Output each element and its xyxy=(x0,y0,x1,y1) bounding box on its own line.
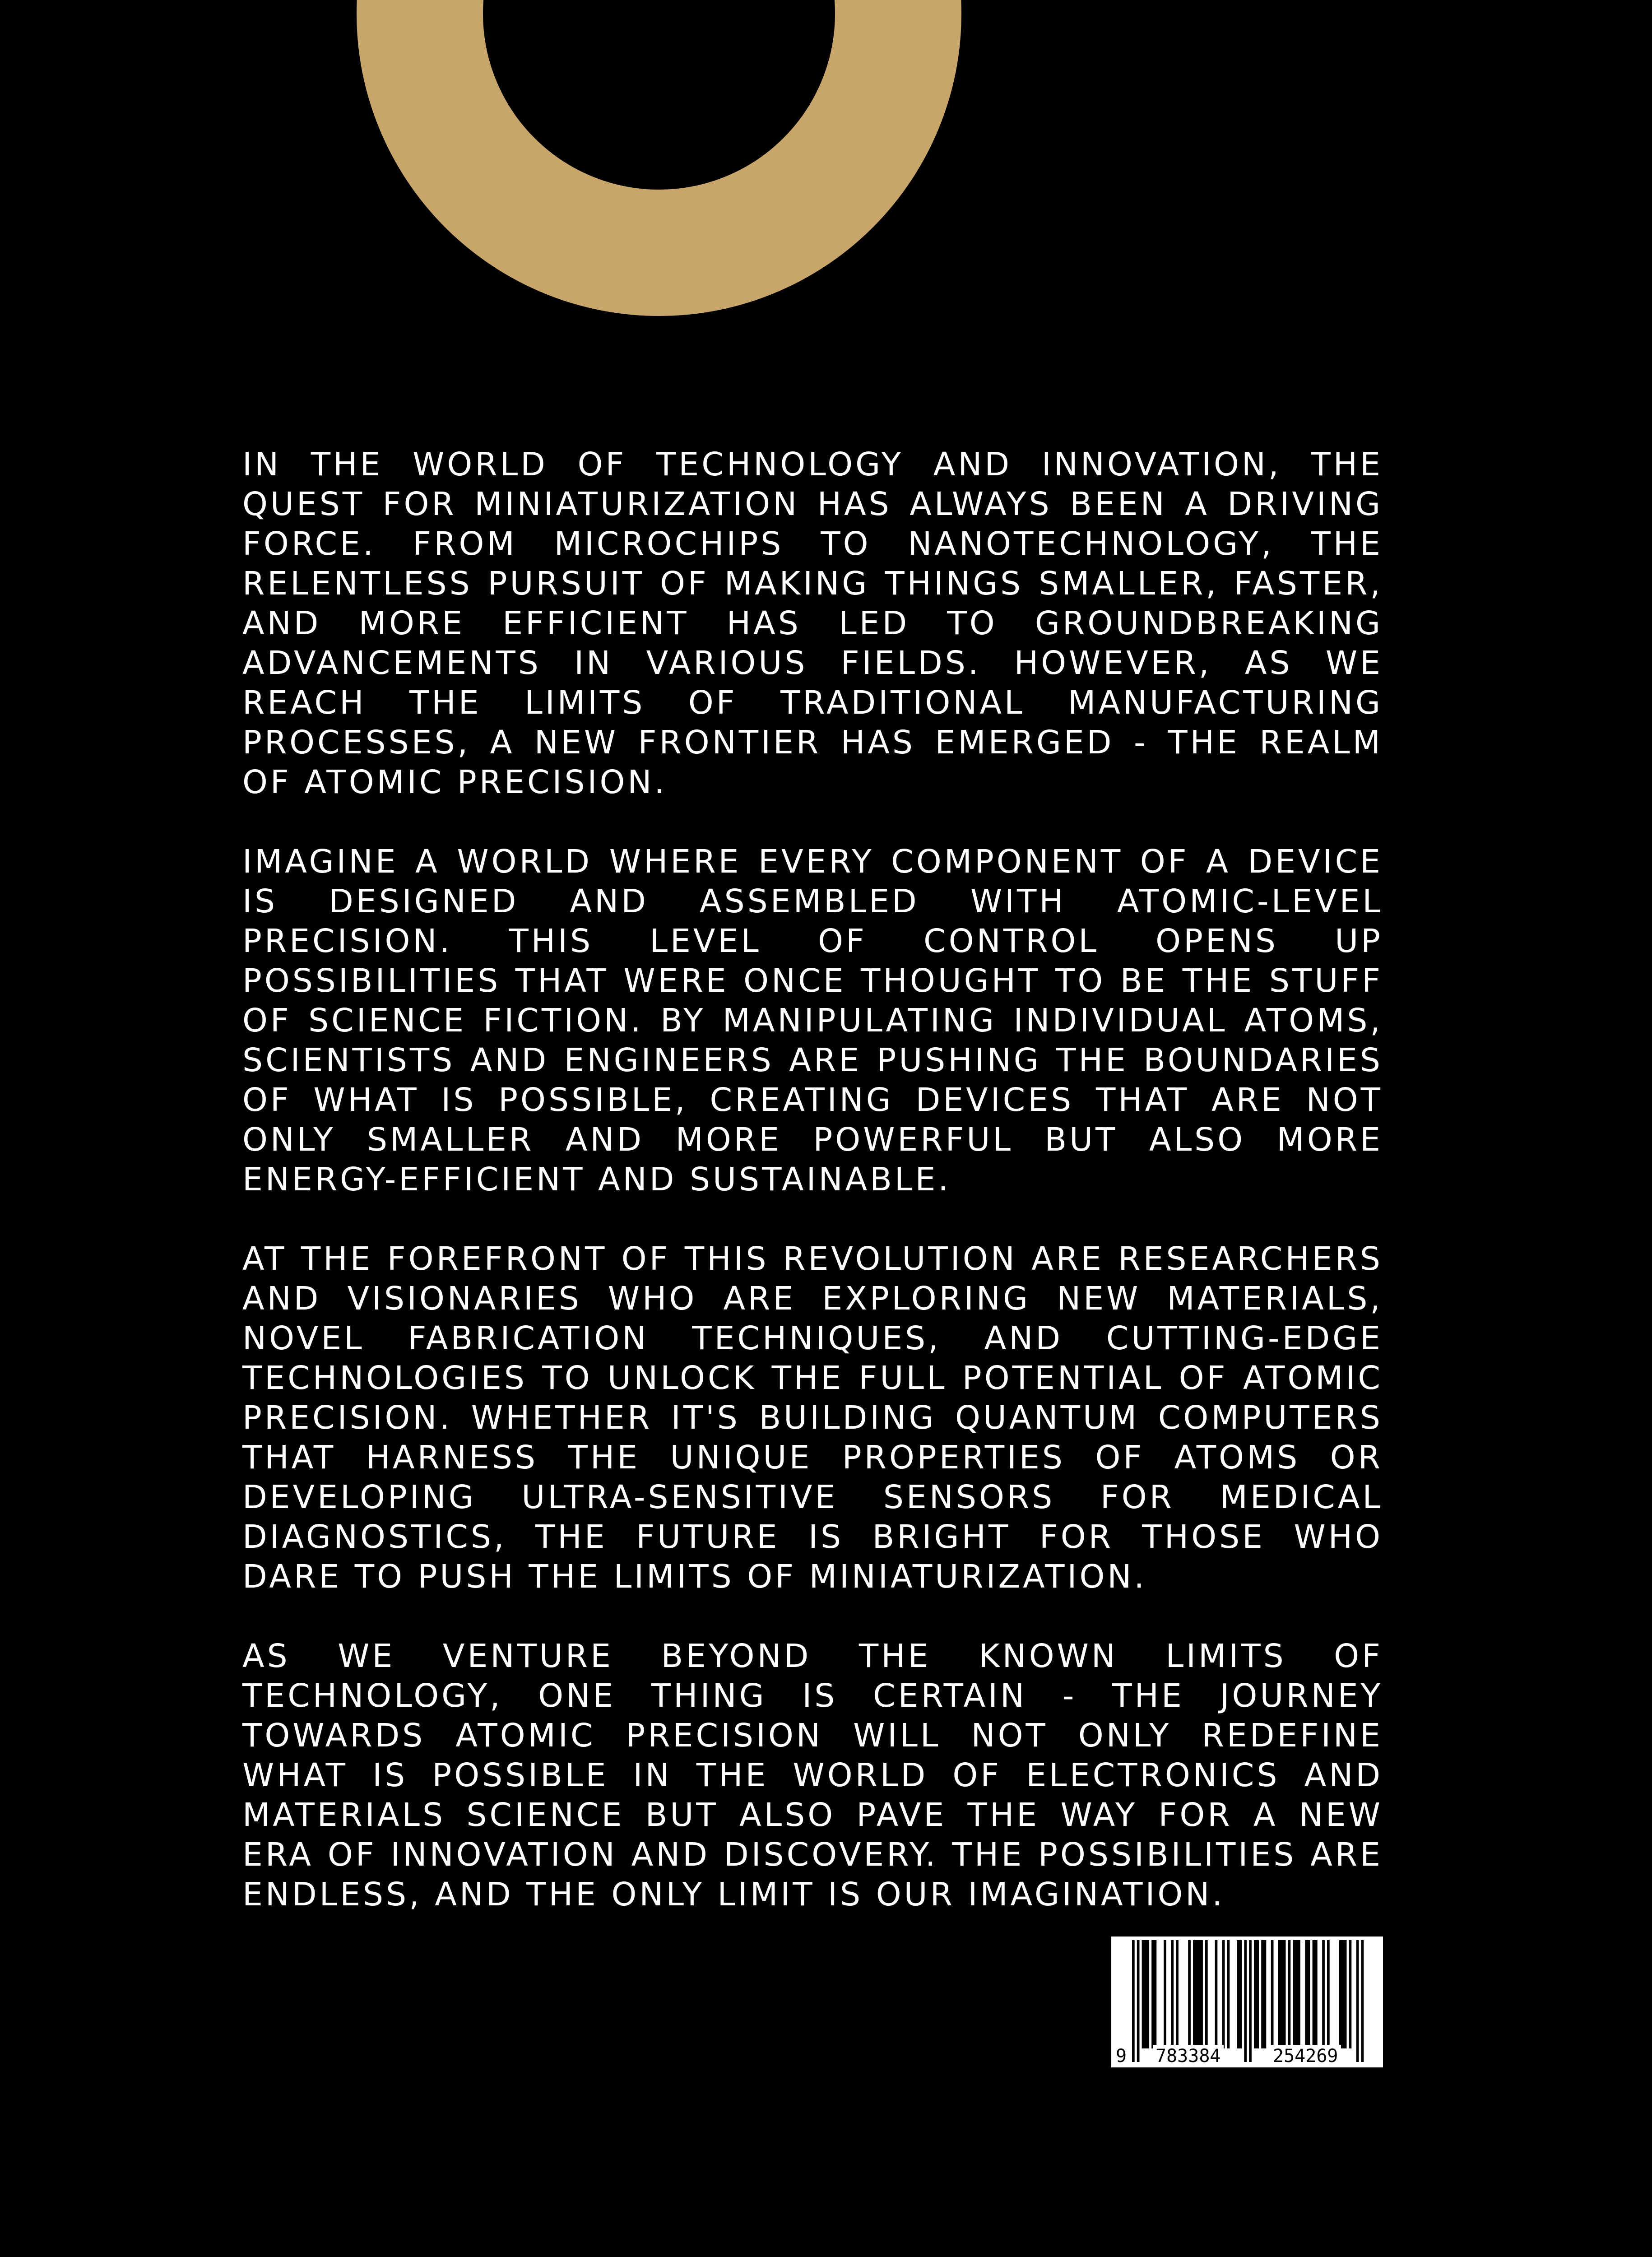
barcode-bar xyxy=(1298,1940,1300,2048)
barcode-bar xyxy=(1327,1940,1330,2048)
barcode-bar xyxy=(1176,1940,1179,2048)
barcode-bar xyxy=(1315,1940,1318,2048)
barcode-bar xyxy=(1215,1940,1218,2048)
barcode-bar xyxy=(1271,1940,1274,2048)
blurb-paragraph-3: AT THE FOREFRONT OF THIS REVOLUTION ARE RESEARCHERS AND VISIONARIES WHO ARE EXPLORING NEW MATERIALS, NOVEL FABRICATION TECHNIQUES, AND CUTTING-EDGE TECHNOLOGIES TO UNLOCK THE FULL POTENTIAL OF ATOMIC PRECISION. WHETHER IT'S BUILDING QUANTUM COMPUTERS THAT HARNESS THE UNIQUE PROPERTIES OF ATOMS OR DEVELOPING ULTRA-SENSITIVE SENSORS FOR MEDICAL DIAGNOSTICS, THE FUTURE IS BRIGHT FOR THOSE WHO DARE TO PUSH THE LIMITS OF MINIATURIZATION. xyxy=(242,1240,1383,1595)
barcode-bar xyxy=(1249,1940,1252,2062)
barcode-right-group: 254269 xyxy=(1270,2045,1341,2067)
barcode-bar xyxy=(1188,1940,1191,2048)
barcode-bar xyxy=(1361,1940,1364,2062)
barcode-bar xyxy=(1222,1940,1225,2048)
barcode-bar xyxy=(1305,1940,1308,2048)
back-cover-blurb xyxy=(242,445,1383,1954)
barcode-bar xyxy=(1244,1940,1247,2062)
barcode-first-digit: 9 xyxy=(1113,2045,1129,2067)
barcode-bar xyxy=(1144,1940,1147,2048)
barcode-bar xyxy=(1295,1940,1298,2048)
barcode-bar xyxy=(1261,1940,1264,2048)
barcode-bar xyxy=(1146,1940,1149,2048)
barcode-bar xyxy=(1239,1940,1242,2048)
barcode-bar xyxy=(1193,1940,1196,2048)
barcode-bar xyxy=(1288,1940,1291,2048)
barcode-bar xyxy=(1154,1940,1157,2048)
barcode-bar xyxy=(1195,1940,1198,2048)
barcode-bar xyxy=(1254,1940,1257,2048)
barcode-bar xyxy=(1198,1940,1201,2048)
barcode-bar xyxy=(1151,1940,1154,2048)
barcode-left-group: 783384 xyxy=(1153,2045,1224,2067)
barcode-bar xyxy=(1164,1940,1166,2048)
barcode-bar xyxy=(1339,1940,1342,2048)
barcode-bar xyxy=(1237,1940,1239,2048)
barcode-bar xyxy=(1356,1940,1359,2062)
barcode-bar xyxy=(1313,1940,1315,2048)
barcode-bar xyxy=(1264,1940,1267,2048)
barcode-bar xyxy=(1308,1940,1310,2048)
barcode-bar xyxy=(1278,1940,1281,2048)
barcode-bar xyxy=(1205,1940,1208,2048)
barcode-bar xyxy=(1344,1940,1347,2048)
barcode-bar xyxy=(1293,1940,1295,2048)
gold-ring-decoration xyxy=(357,0,961,316)
barcode-bar xyxy=(1132,1940,1135,2062)
barcode-bar xyxy=(1200,1940,1203,2048)
barcode-bar xyxy=(1171,1940,1174,2048)
barcode-bar xyxy=(1256,1940,1259,2048)
barcode-bar xyxy=(1137,1940,1140,2062)
blurb-paragraph-2: IMAGINE A WORLD WHERE EVERY COMPONENT OF A DEVICE IS DESIGNED AND ASSEMBLED WITH ATOMIC-LEVEL PRECISION. THIS LEVEL OF CONTROL OPENS UP POSSIBILITIES THAT WERE ONCE THOUGHT TO BE THE STUFF OF SCIENCE FICTION. BY MANIPULATING INDIVIDUAL ATOMS, SCIENTISTS AND ENGINEERS ARE PUSHING THE BOUNDARIES OF WHAT IS POSSIBLE, CREATING DEVICES THAT ARE NOT ONLY SMALLER AND MORE POWERFUL BUT ALSO MORE ENERGY-EFFICIENT AND SUSTAINABLE. xyxy=(242,843,1383,1198)
barcode-bar xyxy=(1281,1940,1283,2048)
barcode-bar xyxy=(1322,1940,1325,2048)
blurb-paragraph-1: IN THE WORLD OF TECHNOLOGY AND INNOVATION, THE QUEST FOR MINIATURIZATION HAS ALWAYS BEEN A DRIVING FORCE. FROM MICROCHIPS TO NANOTECHNOLOGY, THE RELENTLESS PURSUIT OF MAKING THINGS SMALLER, FASTER, AND MORE EFFICIENT HAS LED TO GROUNDBREAKING ADVANCEMENTS IN VARIOUS FIELDS. HOWEVER, AS WE REACH THE LIMITS OF TRADITIONAL MANUFACTURING PROCESSES, A NEW FRONTIER HAS EMERGED - THE REALM OF ATOMIC PRECISION. xyxy=(242,446,1383,801)
blurb-paragraph-4: AS WE VENTURE BEYOND THE KNOWN LIMITS OF TECHNOLOGY, ONE THING IS CERTAIN - THE JOURNEY TOWARDS ATOMIC PRECISION WILL NOT ONLY REDEFINE WHAT IS POSSIBLE IN THE WORLD OF ELECTRONICS AND MATERIALS SCIENCE BUT ALSO PAVE THE WAY FOR A NEW ERA OF INNOVATION AND DISCOVERY. THE POSSIBILITIES ARE ENDLESS, AND THE ONLY LIMIT IS OUR IMAGINATION. xyxy=(242,1637,1383,1913)
barcode-bar xyxy=(1283,1940,1286,2048)
barcode-bar xyxy=(1142,1940,1145,2048)
barcode-digits xyxy=(1111,2045,1383,2067)
isbn-barcode xyxy=(1111,1937,1383,2067)
barcode-bar xyxy=(1341,1940,1344,2048)
barcode-bar xyxy=(1349,1940,1352,2048)
barcode-bar xyxy=(1227,1940,1230,2048)
